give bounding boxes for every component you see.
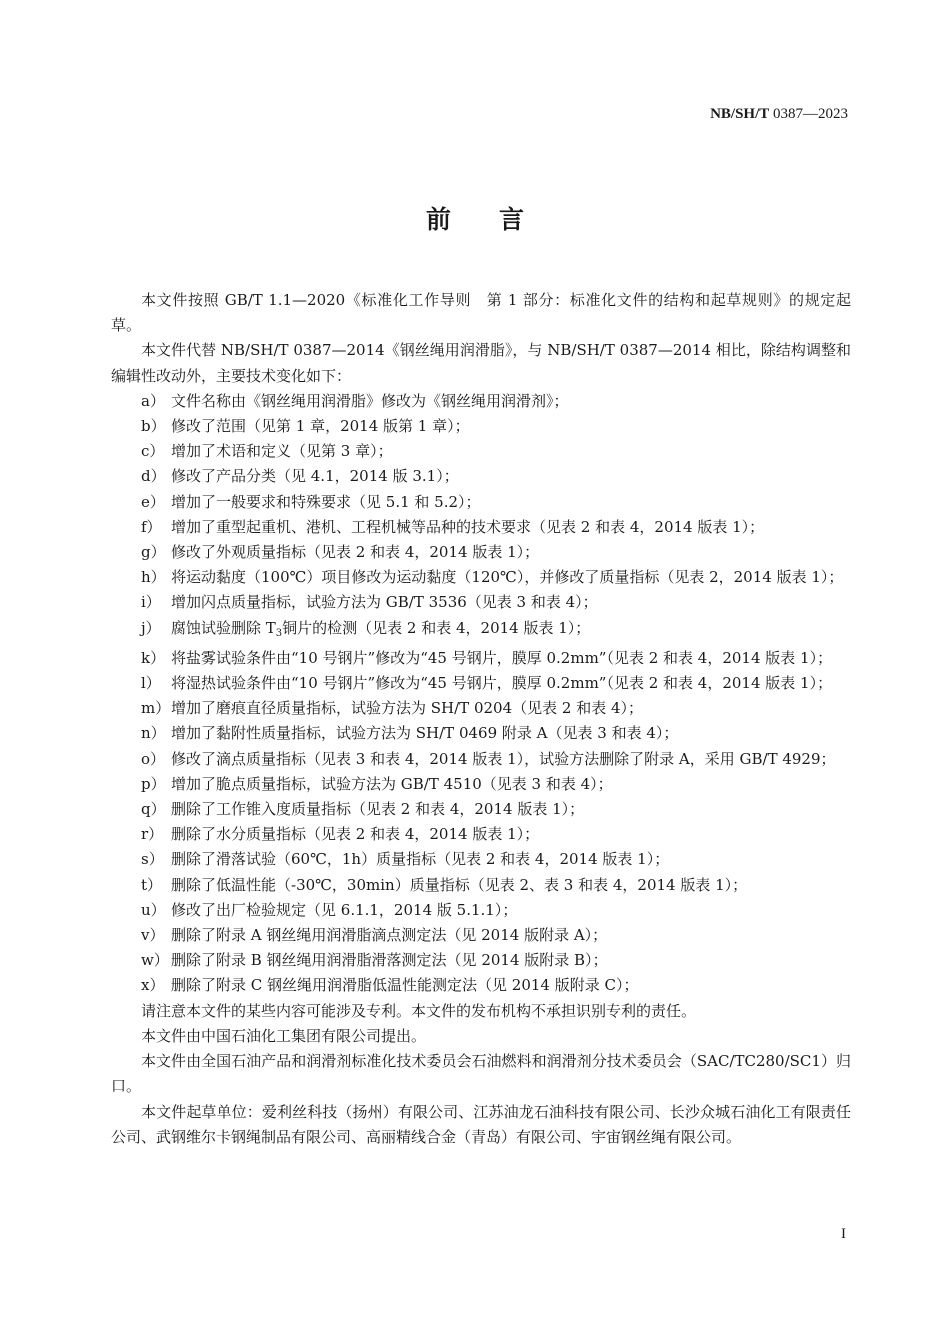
standard-number <box>710 106 848 123</box>
list-item-text: 修改了产品分类（见 4.1，2014 版 3.1）； <box>171 467 459 486</box>
list-item <box>111 898 851 923</box>
list-item <box>111 973 851 998</box>
list-marker: m） <box>141 699 171 718</box>
intro-paragraph-2: 本文件代替 NB/SH/T 0387—2014《钢丝绳用润滑脂》，与 NB/SH/T 0387—2014 相比，除结构调整和编辑性改动外，主要技术变化如下： <box>111 341 851 385</box>
list-item-text: 文件名称由《钢丝绳用润滑脂》修改为《钢丝绳用润滑剂》； <box>171 391 569 410</box>
list-item <box>111 616 851 646</box>
list-item <box>111 540 851 565</box>
list-item-text: 修改了出厂检验规定（见 6.1.1，2014 版 5.1.1）； <box>171 900 518 919</box>
list-marker: g） <box>141 543 166 562</box>
list-item-text: 增加了一般要求和特殊要求（见 5.1 和 5.2）； <box>171 492 481 511</box>
page-title: 前言 <box>425 205 572 234</box>
list-item <box>111 873 851 898</box>
list-item-text: 增加了重型起重机、港机、工程机械等品种的技术要求（见表 2 和表 4，2014 版表 1）； <box>171 517 765 536</box>
list-marker: a） <box>141 391 165 410</box>
list-item-text <box>171 616 851 646</box>
page-number: I <box>841 1226 846 1242</box>
list-marker: h） <box>141 568 166 587</box>
list-item <box>111 797 851 822</box>
list-marker: d） <box>141 467 166 486</box>
list-marker: n） <box>141 724 166 743</box>
list-item <box>111 565 851 590</box>
list-item-text: 删除了附录 A 钢丝绳用润滑脂滴点测定法（见 2014 版附录 A）； <box>171 926 608 945</box>
list-marker: j） <box>141 618 161 637</box>
list-item-text-after: 铜片的检测（见表 2 和表 4，2014 版表 1）； <box>282 618 591 637</box>
list-item-text: 将湿热试验条件由“10 号钢片”修改为“45 号钢片，膜厚 0.2mm”（见表 2 和表 4，2014 版表 1）； <box>171 674 833 693</box>
list-item-text: 修改了滴点质量指标（见表 3 和表 4，2014 版表 1），试验方法删除了附录 A，采用 GB/T 4929； <box>171 749 836 768</box>
list-item <box>111 923 851 948</box>
list-marker: r） <box>141 825 164 844</box>
list-item <box>111 847 851 872</box>
standard-year-number: 0387—2023 <box>773 106 848 122</box>
list-item <box>111 822 851 847</box>
list-marker: u） <box>141 900 166 919</box>
list-item <box>111 948 851 973</box>
list-item <box>111 414 851 439</box>
list-marker: o） <box>141 749 166 768</box>
list-item <box>111 671 851 696</box>
list-item-text: 修改了外观质量指标（见表 2 和表 4，2014 版表 1）； <box>171 543 540 562</box>
list-marker: t） <box>141 875 163 894</box>
list-item-text: 增加了黏附性质量指标，试验方法为 SH/T 0469 附录 A（见表 3 和表 4）； <box>171 724 679 743</box>
list-item-text: 删除了附录 C 钢丝绳用润滑脂低温性能测定法（见 2014 版附录 C）； <box>171 976 639 995</box>
list-item <box>111 439 851 464</box>
foreword-body <box>111 288 851 1150</box>
list-item <box>111 515 851 540</box>
list-marker: e） <box>141 492 165 511</box>
list-item-text: 删除了水分质量指标（见表 2 和表 4，2014 版表 1）； <box>171 825 540 844</box>
list-item-text: 将盐雾试验条件由“10 号钢片”修改为“45 号钢片，膜厚 0.2mm”（见表 2 和表 4，2014 版表 1）； <box>171 648 833 667</box>
list-item <box>111 389 851 414</box>
list-item <box>111 646 851 671</box>
list-marker: x） <box>141 976 165 995</box>
proposer-paragraph: 本文件由中国石油化工集团有限公司提出。 <box>141 1026 427 1045</box>
list-marker: q） <box>141 800 166 819</box>
list-item-text: 删除了工作锥入度质量指标（见表 2 和表 4，2014 版表 1）； <box>171 800 585 819</box>
list-item-text: 增加了术语和定义（见第 3 章）； <box>171 442 393 461</box>
subscript: 3 <box>275 627 283 639</box>
list-item <box>111 696 851 721</box>
list-marker: w） <box>141 951 169 970</box>
list-marker: v） <box>141 926 165 945</box>
list-item-text-before: 腐蚀试验删除 T <box>171 618 276 637</box>
list-marker: s） <box>141 850 164 869</box>
list-item-text: 删除了滑落试验（60℃，1h）质量指标（见表 2 和表 4，2014 版表 1）； <box>171 850 670 869</box>
list-marker: l） <box>141 674 161 693</box>
list-item-text: 增加了磨痕直径质量指标，试验方法为 SH/T 0204（见表 2 和表 4）； <box>171 699 644 718</box>
list-item-text: 修改了范围（见第 1 章，2014 版第 1 章）； <box>171 417 470 436</box>
list-item-text: 增加闪点质量指标，试验方法为 GB/T 3536（见表 3 和表 4）； <box>171 593 598 612</box>
list-marker: p） <box>141 774 166 793</box>
patent-notice: 请注意本文件的某些内容可能涉及专利。本文件的发布机构不承担识别专利的责任。 <box>141 1001 697 1020</box>
list-marker: f） <box>141 517 162 536</box>
list-marker: b） <box>141 417 166 436</box>
list-marker: k） <box>141 648 166 667</box>
list-marker: i） <box>141 593 161 612</box>
standard-prefix: NB/SH/T <box>710 106 770 122</box>
list-item-text: 增加了脆点质量指标，试验方法为 GB/T 4510（见表 3 和表 4）； <box>171 774 613 793</box>
list-item <box>111 464 851 489</box>
list-item <box>111 721 851 746</box>
list-item <box>111 747 851 772</box>
committee-paragraph: 本文件由全国石油产品和润滑剂标准化技术委员会石油燃料和润滑剂分技术委员会（SAC/TC280/SC1）归口。 <box>111 1052 851 1096</box>
list-item <box>111 490 851 515</box>
list-item-text: 删除了低温性能（-30℃，30min）质量指标（见表 2、表 3 和表 4，2014 版表 1）； <box>171 875 748 894</box>
list-item-text: 删除了附录 B 钢丝绳用润滑脂滑落测定法（见 2014 版附录 B）； <box>171 951 608 970</box>
list-item <box>111 590 851 615</box>
list-marker: c） <box>141 442 165 461</box>
intro-paragraph-1: 本文件按照 GB/T 1.1—2020《标准化工作导则 第 1 部分：标准化文件的结构和起草规则》的规定起草。 <box>111 291 851 335</box>
list-item <box>111 772 851 797</box>
list-item-text: 将运动黏度（100℃）项目修改为运动黏度（120℃），并修改了质量指标（见表 2，2014 版表 1）； <box>171 568 844 587</box>
drafting-units-paragraph: 本文件起草单位：爱利丝科技（扬州）有限公司、江苏油龙石油科技有限公司、长沙众城石油化工有限责任公司、武钢维尔卡钢绳制品有限公司、高丽精线合金（青岛）有限公司、宇宙钢丝绳有限公司。 <box>111 1102 851 1146</box>
